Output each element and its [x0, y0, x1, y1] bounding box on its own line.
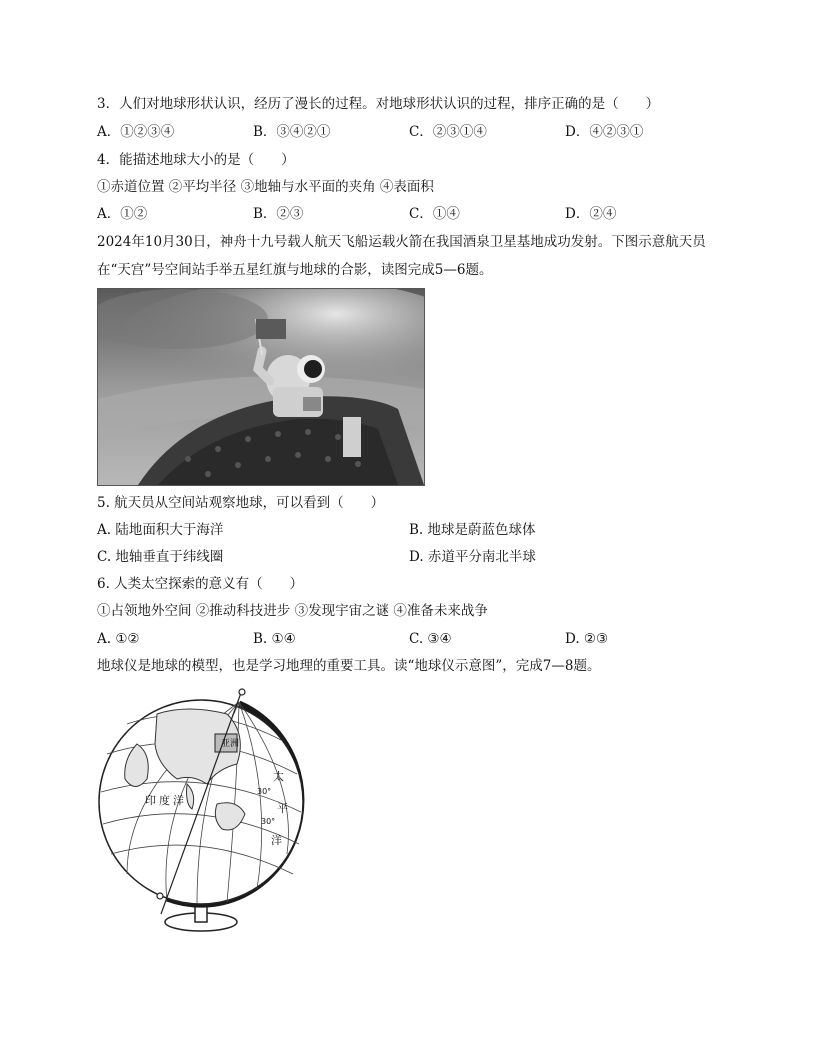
q6-option-c: C. ③④: [409, 631, 452, 647]
globe-label-pacific-3: 洋: [271, 834, 282, 847]
globe-label-lat30n: 30°: [257, 787, 272, 796]
globe-diagram: [97, 684, 319, 936]
globe-label-pacific-2: 平: [277, 802, 288, 815]
q4-option-a: A．①②: [97, 206, 148, 222]
q6-items: ①占领地外空间 ②推动科技进步 ③发现宇宙之谜 ④准备未来战争: [97, 603, 488, 619]
q5-option-d: D. 赤道平分南北半球: [409, 549, 536, 565]
passage1-line1: 2024年10月30日，神舟十九号载人航天飞船运载火箭在我国酒泉卫星基地成功发射。下图示意航天员: [97, 234, 706, 250]
globe-label-asia: 亚洲: [221, 739, 240, 749]
q3-stem: 3．人们对地球形状认识，经历了漫长的过程。对地球形状认识的过程，排序正确的是（ ）: [97, 96, 660, 112]
q5-option-c: C. 地轴垂直于纬线圈: [97, 549, 224, 565]
q3-option-c: C．②③①④: [409, 124, 487, 140]
q4-option-b: B．②③: [253, 206, 304, 222]
q5-option-b: B. 地球是蔚蓝色球体: [409, 522, 536, 538]
globe-label-lat30s: 30°: [261, 817, 276, 826]
q4-items: ①赤道位置 ②平均半径 ③地轴与水平面的夹角 ④表面积: [97, 179, 434, 195]
q4-option-c: C．①④: [409, 206, 460, 222]
q3-option-b: B．③④②①: [253, 124, 331, 140]
q4-option-d: D．②④: [565, 206, 617, 222]
q3-option-d: D．④②③①: [565, 124, 644, 140]
passage2-line1: 地球仪是地球的模型，也是学习地理的重要工具。读“地球仪示意图”，完成7—8题。: [97, 658, 601, 674]
q6-stem: 6. 人类太空探索的意义有（ ）: [97, 576, 304, 592]
passage1-line2: 在“天宫”号空间站手举五星红旗与地球的合影，读图完成5—6题。: [97, 262, 493, 278]
q6-option-d: D. ②③: [565, 631, 609, 647]
globe-label-indian-ocean: 印度洋: [145, 794, 187, 807]
globe-label-pacific-1: 太: [273, 770, 284, 783]
globe-illustration: [97, 684, 319, 936]
q3-option-a: A．①②③④: [97, 124, 175, 140]
q4-stem: 4．能描述地球大小的是（ ）: [97, 152, 295, 168]
q5-stem: 5. 航天员从空间站观察地球，可以看到（ ）: [97, 495, 385, 511]
astronaut-photo: [97, 288, 425, 486]
q6-option-b: B. ①④: [253, 631, 296, 647]
q5-option-a: A. 陆地面积大于海洋: [97, 522, 224, 538]
astronaut-photo-illustration: [98, 289, 424, 485]
q6-option-a: A. ①②: [97, 631, 140, 647]
